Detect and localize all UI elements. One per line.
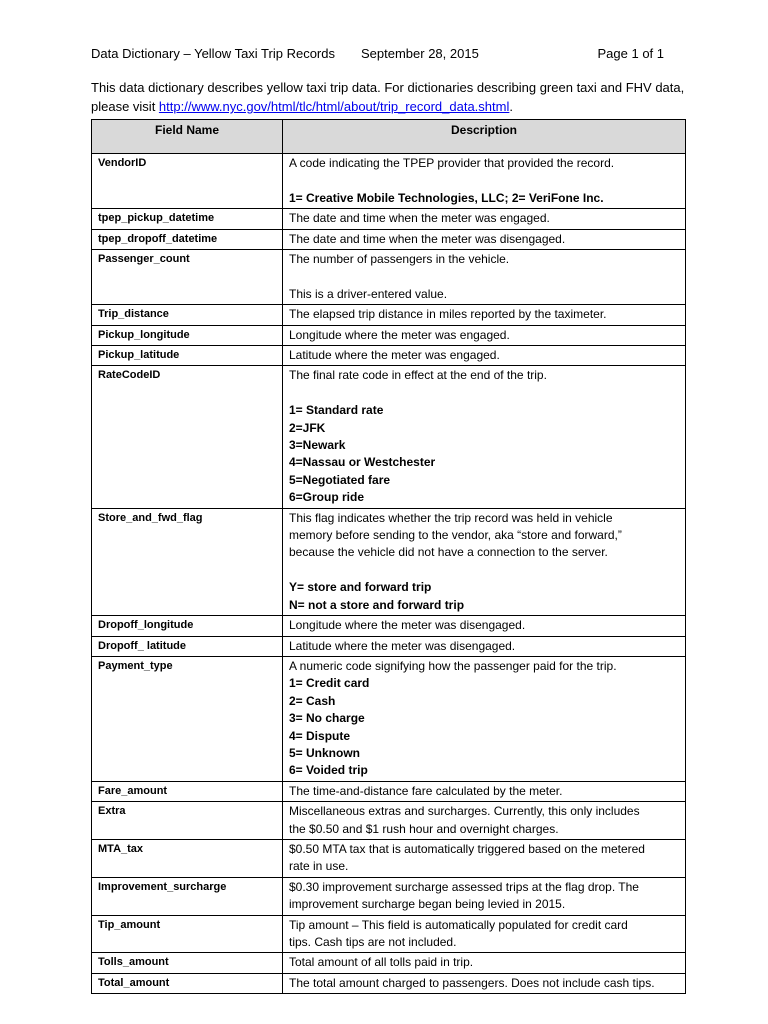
field-name-cell: Improvement_surcharge [92,877,283,915]
table-row [92,508,686,615]
description-cell [283,636,686,656]
data-dictionary-table [91,119,686,994]
description-line: $0.30 improvement surcharge assessed trips at the flag drop. The [289,879,639,894]
description-line: This is a driver-entered value. [289,286,448,301]
table-row [92,616,686,636]
intro-text-end: . [509,99,513,114]
description-cell [283,973,686,993]
description-cell [283,802,686,840]
field-name-cell: Dropoff_ latitude [92,636,283,656]
table-row [92,346,686,366]
description-line: 1= Standard rate [289,403,384,418]
description-line: 5=Negotiated fare [289,472,391,487]
description-cell [283,781,686,801]
description-line: The time-and-distance fare calculated by the meter. [289,783,563,798]
description-line: 2= Cash [289,693,336,708]
description-cell [283,325,686,345]
description-line: improvement surcharge began being levied in 2015. [289,897,566,912]
description-cell [283,508,686,615]
field-name-cell: Extra [92,802,283,840]
description-line: Miscellaneous extras and surcharges. Currently, this only includes [289,804,640,819]
description-cell [283,616,686,636]
description-cell [283,346,686,366]
description-cell [283,656,686,781]
field-name-cell: Trip_distance [92,305,283,325]
field-name-cell: Pickup_latitude [92,346,283,366]
field-name-cell: Pickup_longitude [92,325,283,345]
description-line [289,268,679,285]
table-row [92,305,686,325]
field-name-cell: VendorID [92,154,283,209]
column-header-field-name: Field Name [92,120,283,154]
table-row [92,839,686,877]
description-line: 1= Creative Mobile Technologies, LLC; 2= VeriFone Inc. [289,190,604,205]
table-row [92,656,686,781]
table-row [92,366,686,508]
field-name-cell: Payment_type [92,656,283,781]
description-line: A numeric code signifying how the passenger paid for the trip. [289,658,617,673]
description-line: 4= Dispute [289,728,351,743]
description-line: 4=Nassau or Westchester [289,455,436,470]
description-line: N= not a store and forward trip [289,597,465,612]
table-row [92,973,686,993]
table-row [92,229,686,249]
description-line: The final rate code in effect at the end of the trip. [289,368,547,383]
description-cell [283,839,686,877]
field-name-cell: Tolls_amount [92,953,283,973]
page-number: Page 1 of 1 [597,46,664,61]
table-row [92,636,686,656]
description-line: Longitude where the meter was disengaged. [289,618,526,633]
page-header [91,46,685,66]
trip-record-data-link[interactable]: http://www.nyc.gov/html/tlc/html/about/trip_record_data.shtml [158,99,510,114]
description-line: The elapsed trip distance in miles reported by the taximeter. [289,307,607,322]
table-row [92,781,686,801]
description-line: This flag indicates whether the trip record was held in vehicle [289,510,613,525]
description-cell [283,305,686,325]
table-header-row [92,120,686,154]
column-header-description: Description [283,120,686,154]
table-row [92,250,686,305]
description-line: Tip amount – This field is automatically populated for credit card [289,917,628,932]
field-name-cell: RateCodeID [92,366,283,508]
table-row [92,802,686,840]
description-cell [283,877,686,915]
description-cell [283,154,686,209]
description-line [289,562,679,579]
description-cell [283,953,686,973]
description-line: 2=JFK [289,420,326,435]
table-row [92,953,686,973]
description-line: 3= No charge [289,711,365,726]
description-line: The date and time when the meter was engaged. [289,211,550,226]
description-line: 1= Credit card [289,676,370,691]
intro-text: This data dictionary describes yellow taxi trip data. For dictionaries describing green taxi and FHV data, please visit [91,80,685,114]
description-line: 6= Voided trip [289,763,368,778]
field-name-cell: Passenger_count [92,250,283,305]
document-title: Data Dictionary – Yellow Taxi Trip Records [91,46,335,61]
description-line: The total amount charged to passengers. Does not include cash tips. [289,975,655,990]
description-cell [283,209,686,229]
description-line: tips. Cash tips are not included. [289,935,457,949]
document-date: September 28, 2015 [361,46,479,61]
field-name-cell: tpep_pickup_datetime [92,209,283,229]
description-line: Y= store and forward trip [289,580,432,595]
intro-paragraph [91,78,685,116]
description-line: Total amount of all tolls paid in trip. [289,955,474,970]
description-line [289,172,679,189]
description-line: memory before sending to the vendor, aka “store and forward,” [289,528,622,543]
field-name-cell: Total_amount [92,973,283,993]
field-name-cell: MTA_tax [92,839,283,877]
field-name-cell: tpep_dropoff_datetime [92,229,283,249]
table-row [92,915,686,953]
description-line: Latitude where the meter was disengaged. [289,638,516,653]
description-line: A code indicating the TPEP provider that provided the record. [289,156,615,170]
description-line: The number of passengers in the vehicle. [289,252,510,267]
table-row [92,154,686,209]
field-name-cell: Store_and_fwd_flag [92,508,283,615]
table-row [92,325,686,345]
description-line: 6=Group ride [289,490,365,505]
description-line: 5= Unknown [289,745,361,760]
field-name-cell: Dropoff_longitude [92,616,283,636]
description-line [289,385,679,402]
description-line: 3=Newark [289,438,346,453]
field-name-cell: Fare_amount [92,781,283,801]
table-row [92,209,686,229]
description-line: the $0.50 and $1 rush hour and overnight charges. [289,821,559,836]
description-line: rate in use. [289,859,349,874]
description-cell [283,229,686,249]
description-cell [283,366,686,508]
description-cell [283,250,686,305]
description-line: because the vehicle did not have a connection to the server. [289,545,608,560]
description-line: Longitude where the meter was engaged. [289,327,510,342]
table-body [92,154,686,994]
table-row [92,877,686,915]
description-line: Latitude where the meter was engaged. [289,348,500,363]
description-line: $0.50 MTA tax that is automatically triggered based on the metered [289,841,645,856]
description-cell [283,915,686,953]
field-name-cell: Tip_amount [92,915,283,953]
description-line: The date and time when the meter was disengaged. [289,231,566,246]
